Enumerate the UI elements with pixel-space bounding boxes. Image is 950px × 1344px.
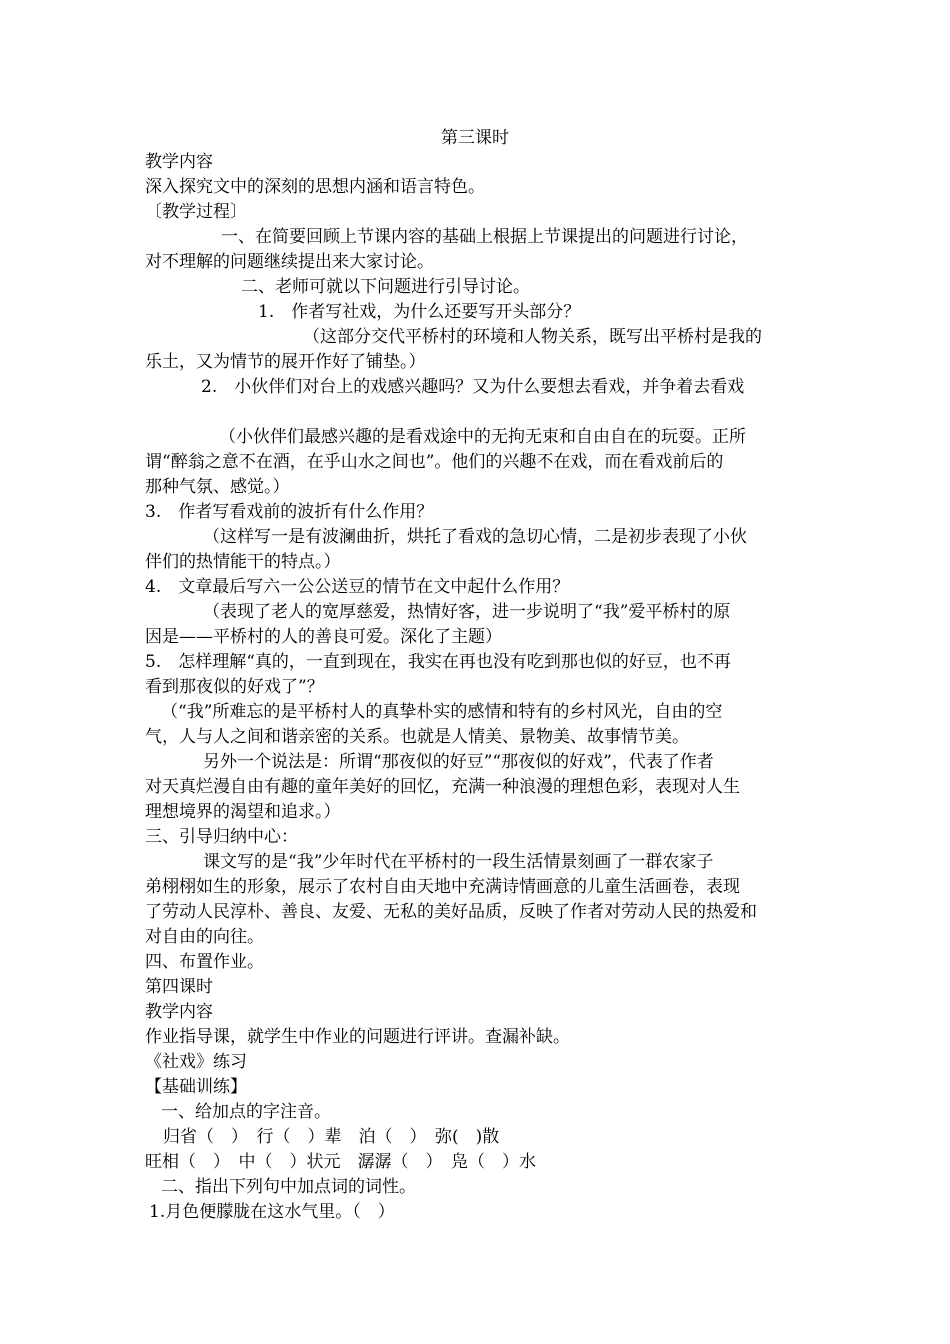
text-line: 〔教学过程〕	[145, 202, 247, 222]
question-2: 2. 小伙伴们对台上的戏感兴趣吗？又为什么要想去看戏，并争着去看戏	[201, 377, 745, 397]
text-line: 谓“醉翁之意不在酒，在乎山水之间也”。他们的兴趣不在戏，而在看戏前后的	[145, 452, 724, 472]
text-line: （“我”所难忘的是平桥村人的真挚朴实的感情和特有的乡村风光，自由的空	[161, 702, 723, 722]
lesson-title: 第三课时	[441, 128, 509, 148]
text-line: 另外一个说法是：所谓“那夜似的好豆”“那夜似的好戏”，代表了作者	[203, 752, 714, 772]
text-line: 对不理解的问题继续提出来大家讨论。	[145, 252, 434, 272]
text-line: 作业指导课，就学生中作业的问题进行评讲。查漏补缺。	[145, 1027, 570, 1047]
text-line: 伴们的热情能干的特点。）	[145, 552, 341, 572]
text-line: 深入探究文中的深刻的思想内涵和语言特色。	[145, 177, 485, 197]
exercise-title: 《社戏》练习	[145, 1052, 247, 1072]
exercise-line: 1.月色便朦胧在这水气里。（ ）	[149, 1202, 395, 1222]
text-line: 弟栩栩如生的形象，展示了农村自由天地中充满诗情画意的儿童生活画卷，表现	[145, 877, 740, 897]
exercise-question: 一、给加点的字注音。	[161, 1102, 331, 1122]
question-3: 3. 作者写看戏前的波折有什么作用？	[145, 502, 434, 522]
text-line: 因是——平桥村的人的善良可爱。深化了主题）	[145, 627, 502, 647]
lesson-heading: 第四课时	[145, 977, 213, 997]
exercise-line: 归省（ ） 行（ ）辈 泊（ ） 弥( )散	[163, 1127, 500, 1147]
text-line: 气，人与人之间和谐亲密的关系。也就是人情美、景物美、故事情节美。	[145, 727, 689, 747]
section-heading: 三、引导归纳中心：	[145, 827, 298, 847]
text-line: 了劳动人民淳朴、善良、友爱、无私的美好品质，反映了作者对劳动人民的热爱和	[145, 902, 757, 922]
section-heading: 【基础训练】	[145, 1077, 247, 1097]
text-line: （小伙伴们最感兴趣的是看戏途中的无拘无束和自由自在的玩耍。正所	[219, 427, 746, 447]
text-line: 对自由的向往。	[145, 927, 264, 947]
text-line: 教学内容	[145, 152, 213, 172]
exercise-question: 二、指出下列句中加点词的词性。	[161, 1177, 416, 1197]
question-5: 5. 怎样理解“真的，一直到现在，我实在再也没有吃到那也似的好豆，也不再	[145, 652, 731, 672]
text-line: （这部分交代平桥村的环境和人物关系，既写出平桥村是我的	[303, 327, 762, 347]
section-heading: 四、布置作业。	[145, 952, 264, 972]
text-line: 一、在简要回顾上节课内容的基础上根据上节课提出的问题进行讨论，	[221, 227, 748, 247]
text-line: 课文写的是“我”少年时代在平桥村的一段生活情景刻画了一群农家子	[203, 852, 714, 872]
text-line: 理想境界的渴望和追求。）	[145, 802, 341, 822]
question-1: 1. 作者写社戏，为什么还要写开头部分？	[258, 302, 581, 322]
text-line: 看到那夜似的好戏了”？	[145, 677, 324, 697]
text-line: 二、老师可就以下问题进行引导讨论。	[241, 277, 530, 297]
text-line: （这样写一是有波澜曲折，烘托了看戏的急切心情，二是初步表现了小伙	[203, 527, 747, 547]
text-line: 对天真烂漫自由有趣的童年美好的回忆，充满一种浪漫的理想色彩，表现对人生	[145, 777, 740, 797]
text-line: 那种气氛、感觉。）	[145, 477, 290, 497]
text-line: 乐土，又为情节的展开作好了铺垫。）	[145, 352, 426, 372]
exercise-line: 旺相（ ） 中（ ）状元 潺潺（ ） 凫（ ）水	[145, 1152, 536, 1172]
question-4: 4. 文章最后写六一公公送豆的情节在文中起什么作用？	[145, 577, 570, 597]
text-line: 教学内容	[145, 1002, 213, 1022]
text-line: （表现了老人的宽厚慈爱，热情好客，进一步说明了“我”爱平桥村的原	[203, 602, 731, 622]
